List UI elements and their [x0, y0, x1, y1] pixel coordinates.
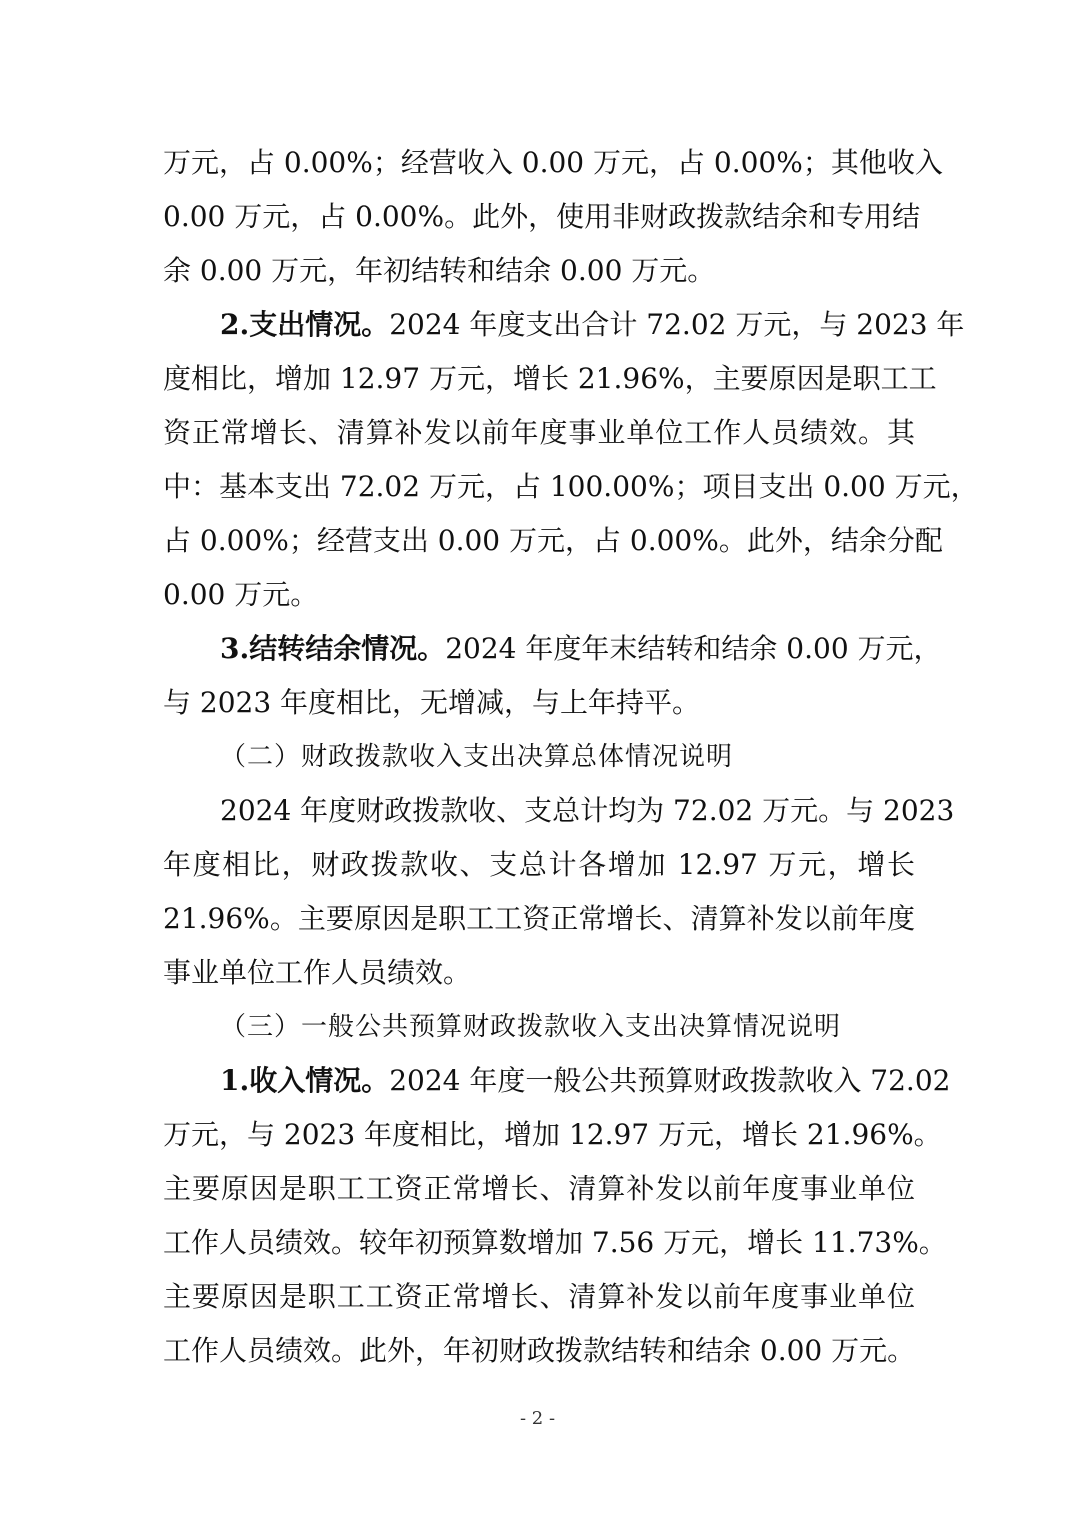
text-line: 万元，占 0.00%；经营收入 0.00 万元，占 0.00%；其他收入 — [163, 146, 943, 179]
text-line: 0.00 万元，占 0.00%。此外，使用非财政拨款结余和专用结 — [163, 200, 921, 233]
text-line: 主要原因是职工工资正常增长、清算补发以前年度事业单位 — [163, 1172, 915, 1205]
text-line: 工作人员绩效。此外，年初财政拨款结转和结余 0.00 万元。 — [163, 1334, 916, 1367]
text-line: 余 0.00 万元，年初结转和结余 0.00 万元。 — [163, 254, 716, 287]
section-heading: （三）一般公共预算财政拨款收入支出决算情况说明 — [220, 1012, 842, 1042]
text-line: 资正常增长、清算补发以前年度事业单位工作人员绩效。其 — [163, 416, 915, 449]
text-line: 3.结转结余情况。2024 年度年末结转和结余 0.00 万元， — [220, 632, 942, 665]
text-line: 占 0.00%；经营支出 0.00 万元，占 0.00%。此外，结余分配 — [163, 524, 943, 557]
text-line: 2.支出情况。2024 年度支出合计 72.02 万元，与 2023 年 — [220, 308, 965, 341]
text-line: 主要原因是职工工资正常增长、清算补发以前年度事业单位 — [163, 1280, 915, 1313]
section-heading: （二）财政拨款收入支出决算总体情况说明 — [220, 742, 734, 772]
text-line: 年度相比，财政拨款收、支总计各增加 12.97 万元，增长 — [163, 848, 915, 881]
section-lead: 3.结转结余情况。 — [220, 632, 446, 665]
text-line: 2024 年度财政拨款收、支总计均为 72.02 万元。与 2023 — [220, 794, 955, 827]
text-line: 21.96%。主要原因是职工工资正常增长、清算补发以前年度 — [163, 902, 915, 935]
section-lead: 2.支出情况。 — [220, 308, 390, 341]
page-number: - 2 - — [519, 1408, 556, 1429]
text-line: 万元，与 2023 年度相比，增加 12.97 万元，增长 21.96%。 — [163, 1118, 942, 1151]
text-line: 度相比，增加 12.97 万元，增长 21.96%，主要原因是职工工 — [163, 362, 937, 395]
text-line: 1.收入情况。2024 年度一般公共预算财政拨款收入 72.02 — [220, 1064, 951, 1097]
text-line: 中：基本支出 72.02 万元，占 100.00%；项目支出 0.00 万元， — [163, 470, 979, 503]
text-line: 事业单位工作人员绩效。 — [163, 956, 472, 989]
text-line: 与 2023 年度相比，无增减，与上年持平。 — [163, 686, 701, 719]
text-line: 0.00 万元。 — [163, 578, 319, 611]
document-body — [163, 136, 979, 1378]
text-line: 工作人员绩效。较年初预算数增加 7.56 万元，增长 11.73%。 — [163, 1226, 947, 1259]
section-lead: 1.收入情况。 — [220, 1064, 390, 1097]
